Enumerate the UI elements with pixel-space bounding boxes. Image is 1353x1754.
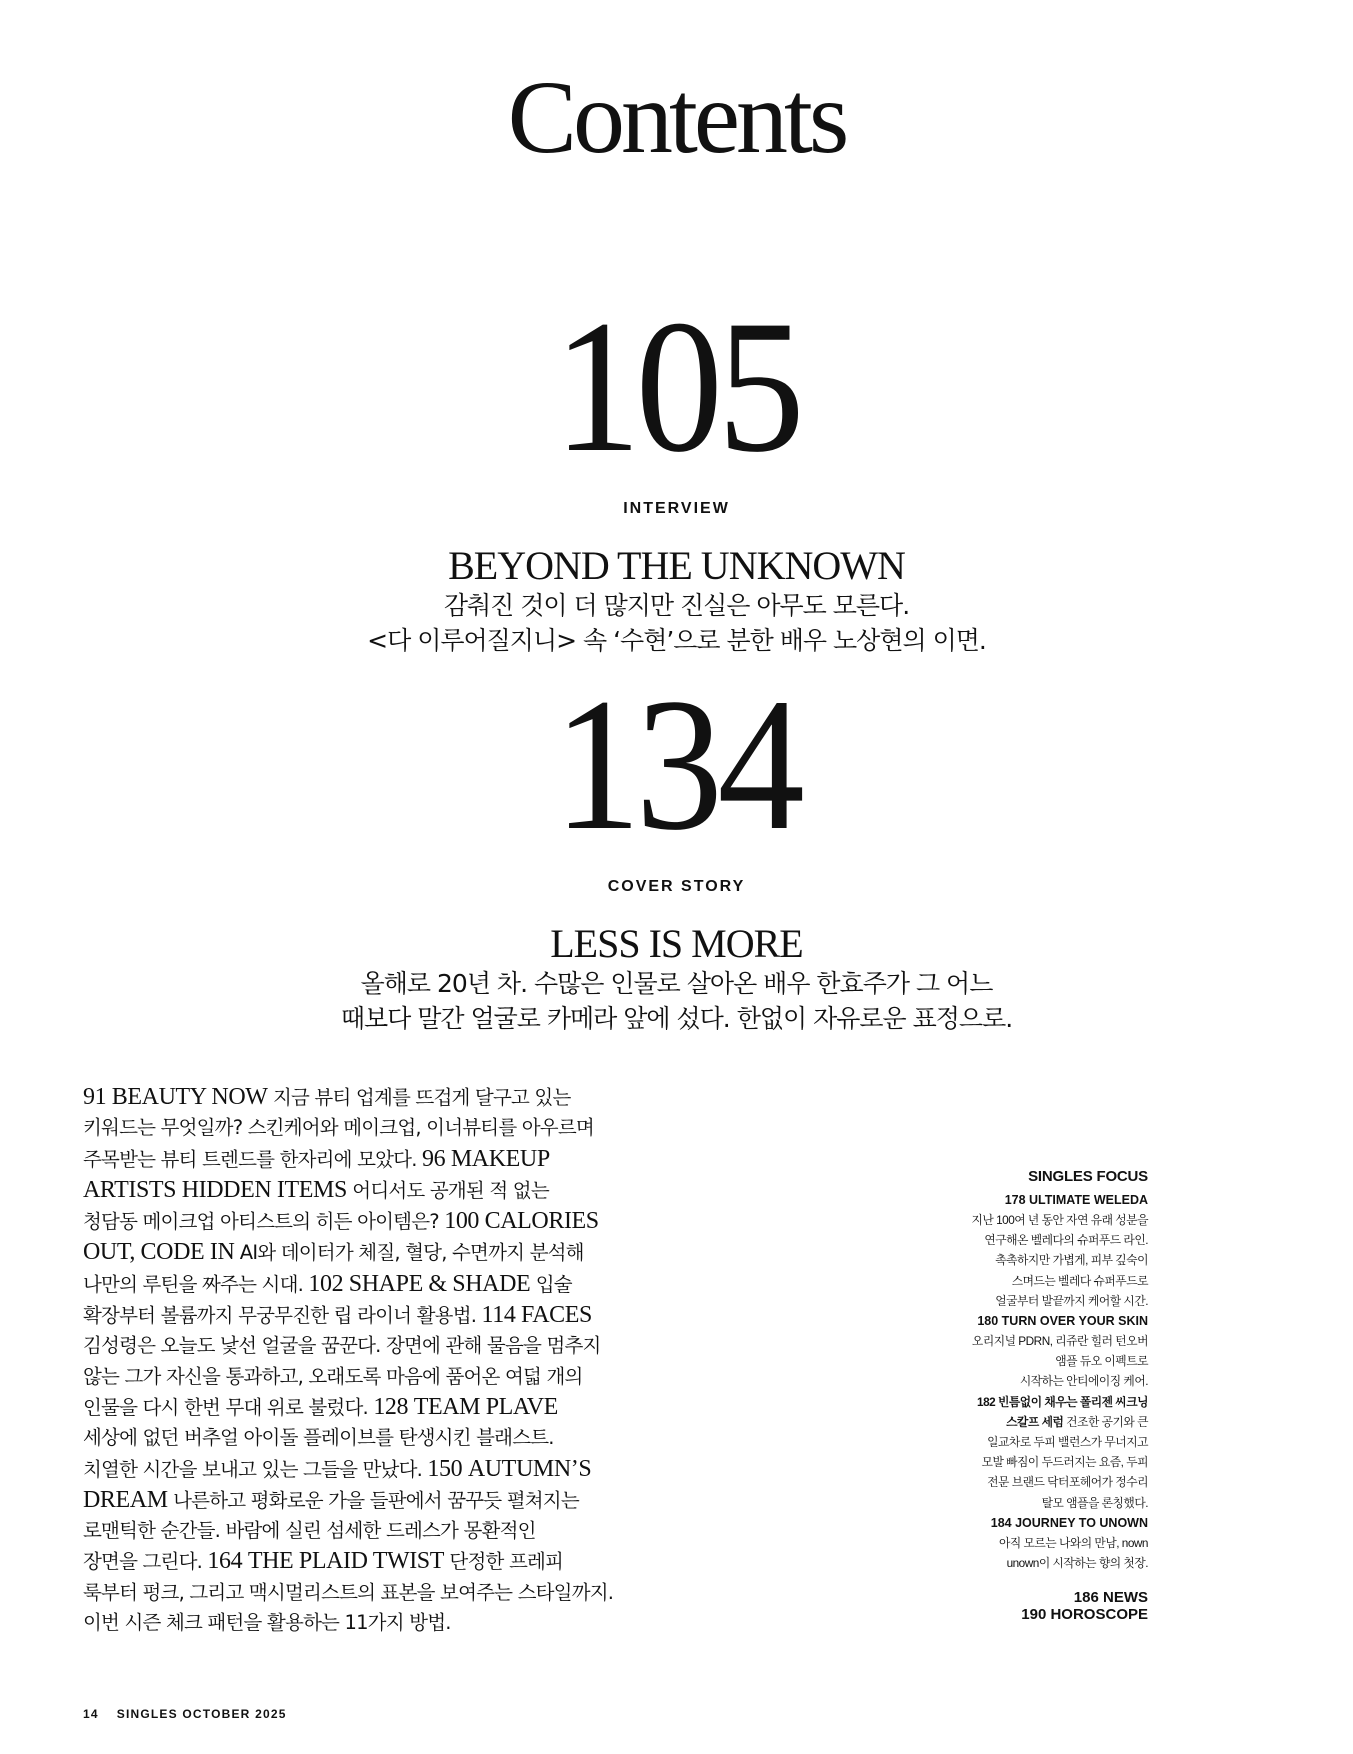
contents-entry-text: 않는 그가 자신을 통과하고, 오래도록 마음에 품어온 여덟 개의: [83, 1364, 583, 1388]
feature-interview: [0, 282, 1353, 658]
contents-line: [83, 1175, 628, 1206]
sidebar-item-title: 182 빈틈없이 채우는 폴리젠 씨크닝: [977, 1394, 1148, 1409]
sidebar-item-text: 탈모 앰플을 론칭했다.: [1041, 1495, 1148, 1510]
contents-entry-title: DREAM: [83, 1486, 168, 1513]
contents-entry-text: 주목받는 뷰티 트렌드를 한자리에 모았다.: [83, 1147, 423, 1171]
sidebar-item-line: [940, 1412, 1148, 1432]
contents-entry-text: 확장부터 볼륨까지 무궁무진한 립 라이너 활용법.: [83, 1304, 482, 1328]
sidebar-items: [940, 1190, 1148, 1573]
sidebar-item-title: 178 ULTIMATE WELEDA: [1004, 1193, 1148, 1207]
feature-title: LESS IS MORE: [550, 921, 803, 966]
feature-description: [0, 588, 1353, 658]
contents-entry-text: 세상에 없던 버추얼 아이돌 플레이브를 탄생시킨 블래스트.: [83, 1426, 554, 1450]
contents-line: [83, 1578, 628, 1608]
sidebar-item-line: [940, 1452, 1148, 1472]
feature-section-label: INTERVIEW: [623, 500, 730, 517]
sidebar-item-text: 아직 모르는 나와의 만남, nown: [998, 1535, 1148, 1550]
contents-entry-title: 96 MAKEUP: [422, 1145, 550, 1172]
sidebar-item-line: [940, 1210, 1148, 1230]
feature-description-line: <다 이루어질지니> 속 ‘수현’으로 분한 배우 노상현의 이면.: [367, 626, 986, 655]
sidebar-item-line: [940, 1371, 1148, 1391]
contents-entry-text: 룩부터 펑크, 그리고 맥시멀리스트의 표본을 보여주는 스타일까지.: [83, 1580, 614, 1604]
sidebar-tail-item: 190 HOROSCOPE: [1021, 1606, 1148, 1624]
contents-entry-title: OUT, CODE IN: [83, 1239, 235, 1266]
sidebar-item-line: [940, 1291, 1148, 1311]
sidebar-item-text: 건조한 공기와 큰: [1063, 1414, 1148, 1429]
feature-description: [0, 966, 1353, 1036]
sidebar-item-text: 앰플 듀오 이펙트로: [1055, 1354, 1148, 1369]
feature-description-line: 때보다 말간 얼굴로 카메라 앞에 섰다. 한없이 자유로운 표정으로.: [340, 1004, 1013, 1033]
sidebar-item-line: [940, 1533, 1148, 1553]
contents-entry-text: 김성령은 오늘도 낯선 얼굴을 꿈꾼다. 장면에 관해 물음을 멈추지: [83, 1334, 601, 1358]
singles-focus-sidebar: [940, 1168, 1148, 1623]
feature-section-label: COVER STORY: [607, 878, 746, 895]
feature-description-line: 올해로 20년 차. 수많은 인물로 살아온 배우 한효주가 그 어느: [360, 969, 993, 998]
sidebar-item-text: 촉촉하지만 가볍게, 피부 깊숙이: [995, 1253, 1148, 1268]
feature-page-number: 105: [553, 282, 800, 492]
contents-line: [83, 1144, 628, 1175]
contents-line: [83, 1608, 628, 1638]
contents-entry-title: 91 BEAUTY NOW: [83, 1084, 268, 1110]
contents-entry-title: 150 AUTUMN’S: [427, 1455, 592, 1482]
sidebar-item-text: 연구해온 벨레다의 슈퍼푸드 라인.: [984, 1233, 1148, 1248]
sidebar-item-line: [940, 1250, 1148, 1270]
contents-entry-title: 114 FACES: [481, 1302, 592, 1329]
contents-entry-text: 장면을 그린다.: [83, 1550, 208, 1574]
contents-entry-text: 지금 뷰티 업계를 뜨겁게 달구고 있는: [267, 1086, 571, 1109]
contents-entry-text: 이번 시즌 체크 패턴을 활용하는 11가지 방법.: [83, 1611, 451, 1635]
contents-entry-text: 인물을 다시 한번 무대 위로 불렀다.: [83, 1395, 374, 1419]
sidebar-item-text: 시작하는 안티에이징 케어.: [1019, 1374, 1148, 1389]
sidebar-item-title: 180 TURN OVER YOUR SKIN: [977, 1314, 1148, 1329]
sidebar-tail-item: 186 NEWS: [1073, 1589, 1148, 1607]
contents-entry-text: 단정한 프레피: [444, 1550, 564, 1574]
sidebar-item-title: 184 JOURNEY TO UNOWN: [990, 1515, 1148, 1530]
contents-entry-title: 102 SHAPE & SHADE: [308, 1270, 531, 1297]
sidebar-heading: SINGLES FOCUS: [1028, 1168, 1148, 1185]
sidebar-item-text: 모발 빠짐이 두드러지는 요즘, 두피: [981, 1455, 1148, 1470]
sidebar-item-line: [940, 1271, 1148, 1291]
contents-line: [83, 1546, 628, 1577]
contents-entry-text: 입술: [530, 1272, 572, 1296]
feature-cover-story: [0, 660, 1353, 1036]
contents-line: [83, 1082, 628, 1113]
contents-entry-title: 128 TEAM PLAVE: [373, 1393, 558, 1420]
contents-entry-title: 100 CALORIES: [444, 1208, 599, 1235]
contents-line: [83, 1331, 628, 1361]
feature-title: BEYOND THE UNKNOWN: [448, 543, 905, 588]
contents-line: [83, 1516, 628, 1546]
sidebar-item-line: [940, 1392, 1148, 1412]
contents-entry-text: 청담동 메이크업 아티스트의 히든 아이템은?: [83, 1210, 445, 1234]
sidebar-item-line: [940, 1432, 1148, 1452]
contents-line: [83, 1485, 628, 1516]
sidebar-item-line: [940, 1472, 1148, 1492]
contents-list: [83, 1082, 628, 1638]
contents-entry-text: 어디서도 공개된 적 없는: [346, 1178, 549, 1202]
sidebar-item-line: [940, 1553, 1148, 1573]
contents-entry-text: 치열한 시간을 보내고 있는 그들을 만났다.: [83, 1457, 428, 1481]
sidebar-item-text: 얼굴부터 발끝까지 케어할 시간.: [995, 1293, 1148, 1308]
contents-entry-text: AI와 데이터가 체질, 혈당, 수면까지 분석해: [234, 1241, 584, 1265]
contents-line: [83, 1113, 628, 1143]
page-title: Contents: [507, 60, 846, 175]
contents-line: [83, 1300, 628, 1331]
contents-line: [83, 1269, 628, 1300]
footer-page-number: 14: [83, 1707, 99, 1721]
sidebar-item-text: 일교차로 두피 밸런스가 무너지고: [987, 1435, 1148, 1450]
footer-issue: SINGLES OCTOBER 2025: [116, 1707, 287, 1721]
sidebar-item-text: unown이 시작하는 향의 첫장.: [1006, 1556, 1148, 1571]
contents-entry-text: 나만의 루틴을 짜주는 시대.: [83, 1272, 309, 1296]
feature-page-number: 134: [553, 660, 800, 870]
sidebar-item-line: [940, 1331, 1148, 1351]
contents-line: [83, 1362, 628, 1392]
sidebar-item-text: 스며드는 벨레다 슈퍼푸드로: [1011, 1273, 1148, 1288]
sidebar-item-text: 전문 브랜드 닥터포헤어가 정수리: [987, 1475, 1148, 1490]
contents-entry-title: ARTISTS HIDDEN ITEMS: [83, 1176, 347, 1203]
contents-entry-title: 164 THE PLAID TWIST: [207, 1548, 445, 1575]
contents-line: [83, 1392, 628, 1423]
page-footer: [83, 1707, 287, 1721]
sidebar-item-title: 스칼프 세럼: [1006, 1414, 1064, 1429]
contents-line: [83, 1237, 628, 1268]
contents-entry-text: 키워드는 무엇일까? 스킨케어와 메이크업, 이너뷰티를 아우르며: [83, 1116, 594, 1140]
contents-entry-text: 나른하고 평화로운 가을 들판에서 꿈꾸듯 펼쳐지는: [167, 1488, 579, 1512]
sidebar-item-text: 오리지널 PDRN, 리쥬란 힐러 턴오버: [971, 1334, 1148, 1349]
sidebar-item-text: 지난 100여 년 동안 자연 유래 성분을: [971, 1213, 1148, 1227]
feature-description-line: 감춰진 것이 더 많지만 진실은 아무도 모른다.: [443, 591, 910, 620]
contents-line: [83, 1206, 628, 1237]
sidebar-item-line: [940, 1493, 1148, 1513]
contents-line: [83, 1423, 628, 1453]
sidebar-item-line: [940, 1230, 1148, 1250]
sidebar-item-line: [940, 1351, 1148, 1371]
sidebar-tail: [940, 1589, 1148, 1623]
contents-line: [83, 1454, 628, 1485]
contents-entry-text: 로맨틱한 순간들. 바람에 실린 섬세한 드레스가 몽환적인: [83, 1519, 536, 1543]
